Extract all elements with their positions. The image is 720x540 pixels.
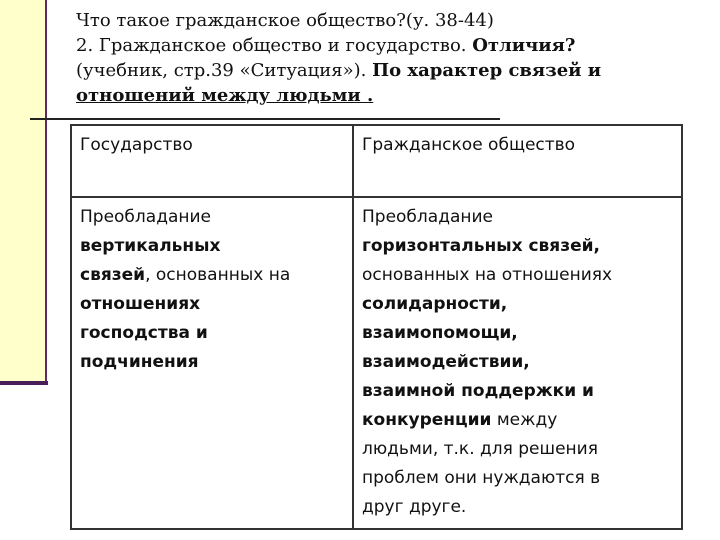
decorative-side-line (0, 381, 48, 385)
comparison-table (70, 124, 683, 530)
horizontal-divider (30, 118, 500, 120)
heading-line-3: (учебник, стр.39 «Ситуация»). По характер связей и (76, 60, 602, 81)
header-state: Государство (71, 125, 353, 197)
table-row (71, 197, 682, 529)
table-header-row (71, 125, 682, 197)
heading-line-1: Что такое гражданское общество?(у. 38-44) (76, 10, 494, 31)
heading-line-2: 2. Гражданское общество и государство. Отличия? (76, 35, 576, 56)
header-civil-society: Гражданское общество (353, 125, 682, 197)
heading-line-4: отношений между людьми . (76, 85, 374, 106)
cell-state-description: Преобладание вертикальных связей, основанных на отношениях господства и подчинения (71, 197, 353, 529)
cell-civil-society-description: Преобладание горизонтальных связей, основанных на отношениях солидарности, взаимопомощи, взаимодействии, взаимной поддержки и конкуренции между людьми, т.к. для решения проблем они нуждаются в друг друге. (353, 197, 682, 529)
slide-heading (76, 8, 716, 108)
decorative-side-bar (0, 0, 47, 385)
